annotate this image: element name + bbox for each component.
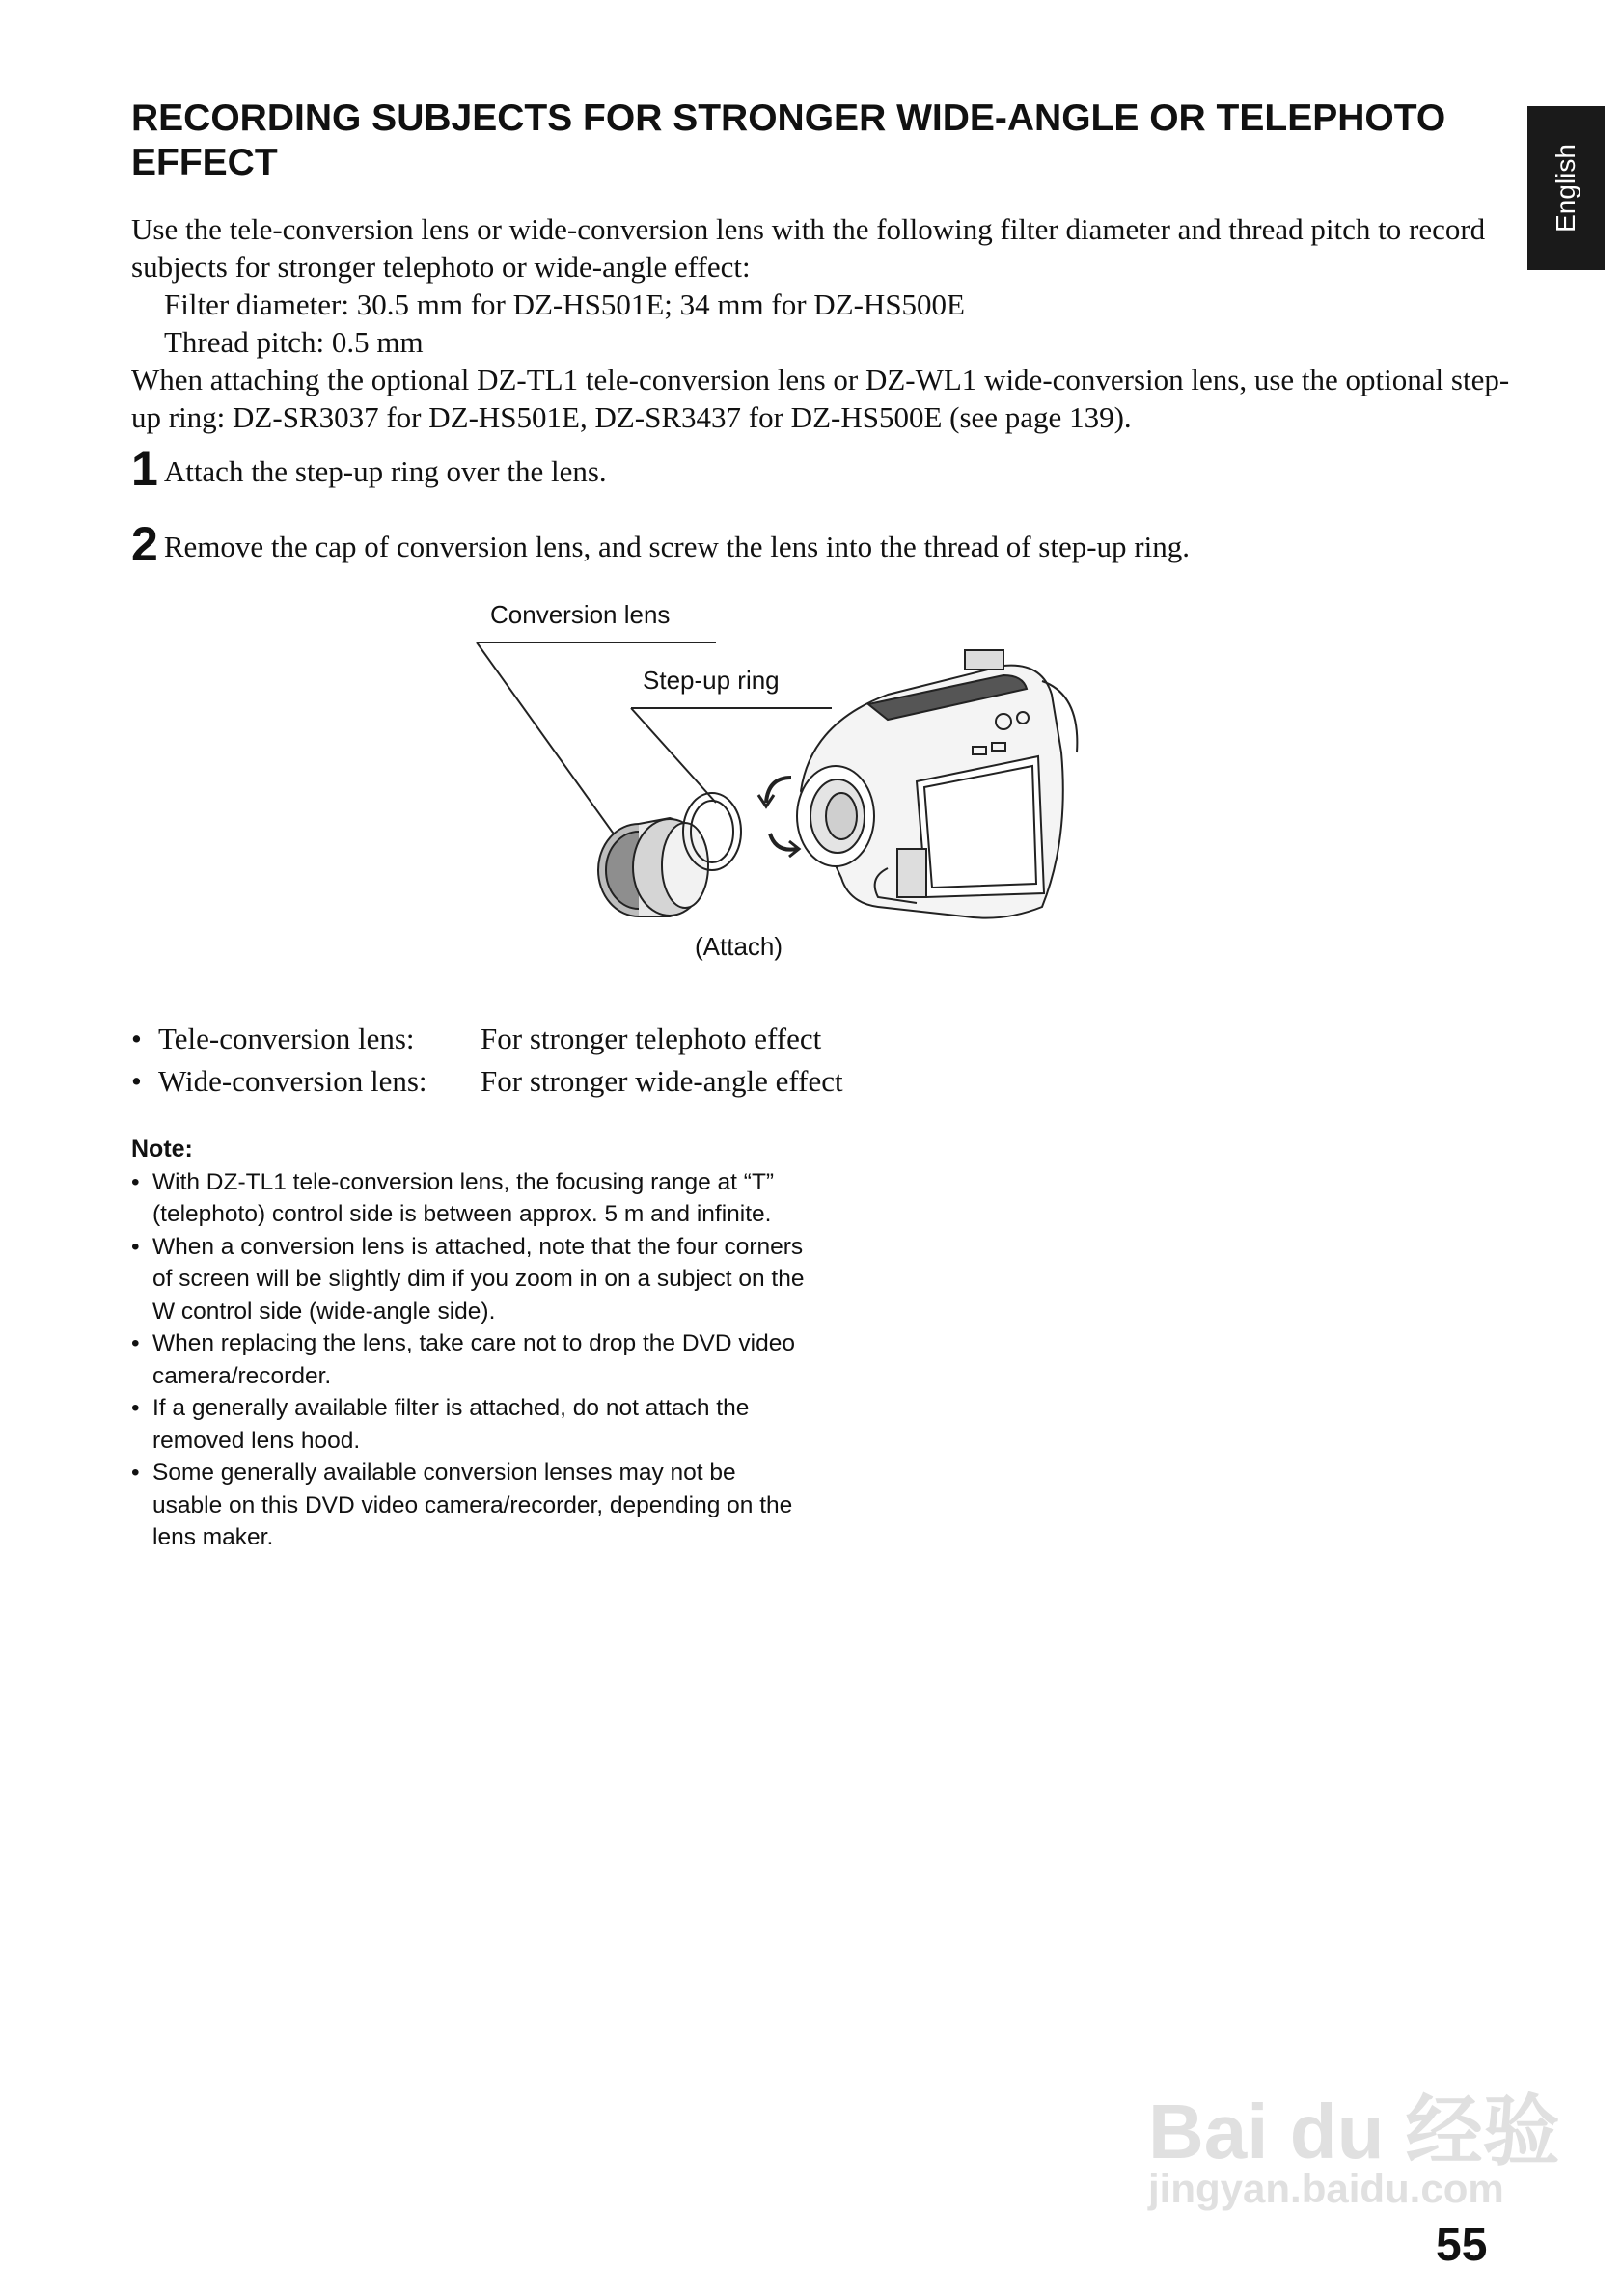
attach-label: (Attach) [695,932,783,961]
language-tab [1527,106,1605,270]
list-item [131,1060,1000,1103]
language-label: English [1551,144,1580,232]
step-up-ring-shape [683,793,741,870]
step-text: Attach the step-up ring over the lens. [163,454,607,488]
list-term: Wide-conversion lens: [158,1064,427,1098]
thread-pitch-spec: Thread pitch: 0.5 mm [164,325,424,359]
bullet: • [131,1064,142,1098]
step-text: Remove the cap of conversion lens, and screw the lens into the thread of step-up ring. [163,530,1190,563]
step-up-ring-label: Step-up ring [643,666,780,695]
filter-diameter-spec: Filter diameter: 30.5 mm for DZ-HS501E; 34 mm for DZ-HS500E [164,287,965,321]
baidu-watermark [1139,2040,1560,2233]
note-section [131,1134,807,1554]
step-number: 1 [131,442,158,496]
lens-type-list [131,1018,1000,1103]
note-item: • If a generally available filter is attached, do not attach the removed lens hood. [131,1395,750,1454]
note-list [131,1166,807,1554]
note-title: Note: [131,1135,193,1162]
note-item: • With DZ-TL1 tele-conversion lens, the focusing range at “T” (telephoto) control side is between approx. 5 m and infinite. [131,1168,775,1227]
step-1 [131,442,1501,496]
watermark-url: jingyan.baidu.com [1148,2166,1504,2211]
step-number: 2 [131,517,158,571]
camcorder-body [797,650,1077,918]
page-number: 55 [1436,2220,1488,2271]
note-item: • Some generally available conversion lenses may not be usable on this DVD video camera/recorder, depending on the lens maker. [131,1460,793,1550]
list-desc: For stronger wide-angle effect [481,1064,843,1098]
intro-text [131,210,1511,436]
bullet: • [131,1022,142,1055]
page-heading: RECORDING SUBJECTS FOR STRONGER WIDE-ANGLE OR TELEPHOTO EFFECT [131,97,1446,183]
list-item [131,1018,1000,1060]
conversion-lens-label: Conversion lens [490,600,671,629]
lens-attachment-illustration [463,588,1100,974]
list-desc: For stronger telephoto effect [481,1022,822,1055]
note-item: • When a conversion lens is attached, note that the four corners of screen will be slightly dim if you zoom in on a subject on the W control side (wide-angle side). [131,1233,805,1325]
step-up-ring-paragraph: When attaching the optional DZ-TL1 tele-conversion lens or DZ-WL1 wide-conversion lens, use the optional step-up ring: DZ-SR3037 for DZ-HS501E, DZ-SR3437 for DZ-HS500E (see page 139). [131,363,1510,434]
rotation-arrow-icon [758,778,799,857]
intro-paragraph: Use the tele-conversion lens or wide-conversion lens with the following filter diameter and thread pitch to record subjects for stronger telephoto or wide-angle effect: [131,212,1486,284]
camcorder-drawing [463,588,1100,974]
watermark-brand: Bai du 经验 [1148,2089,1560,2174]
list-term: Tele-conversion lens: [158,1022,415,1055]
note-item: • When replacing the lens, take care not to drop the DVD video camera/recorder. [131,1330,795,1389]
step-2 [131,517,1501,571]
